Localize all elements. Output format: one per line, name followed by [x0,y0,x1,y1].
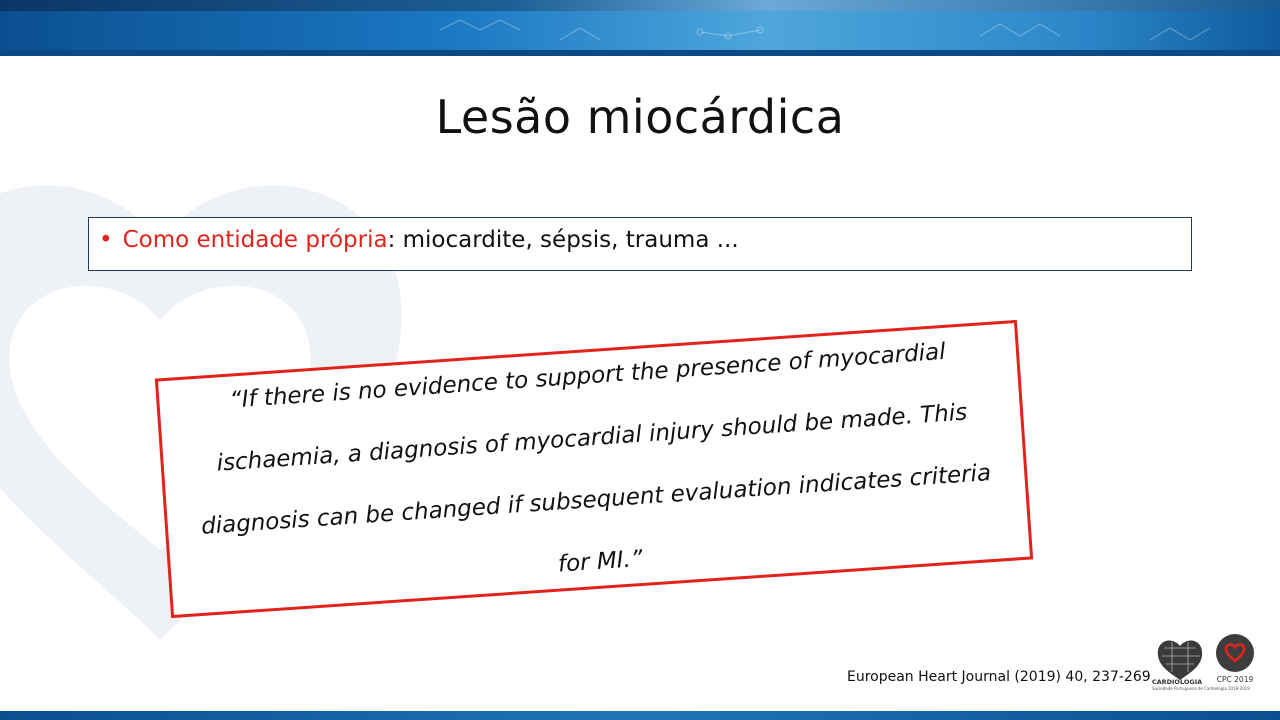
cpc-logo-label: CPC 2019 [1216,675,1254,684]
bullet-dot-icon: • [99,227,113,253]
reference-citation: European Heart Journal (2019) 40, 237-269 [847,669,1151,685]
quote-text: “If there is no evidence to support the presence of myocardial ischaemia, a diagnosis of myocardial injury should be made. This diagnosis can be changed if subsequent evaluation indicates criteria for MI.” [200,338,992,578]
slide-title: Lesão miocárdica [435,90,845,144]
bottom-bar [0,711,1280,720]
bullet-box [88,217,1192,271]
bullet-text: : miocardite, sépsis, trauma ... [387,227,739,253]
cpc-heart-logo-icon [1216,634,1254,672]
bullet-line [99,227,739,253]
bullet-highlight: Como entidade própria [122,227,388,253]
top-banner-bottom-line [0,50,1280,56]
molecule-pattern-icon [0,0,1280,56]
quote-box [155,320,1033,618]
logo-footnote: Sociedade Portuguesa de Cardiologia 2018-2019 [1152,686,1250,691]
top-banner [0,0,1280,56]
spc-logo-label: CARDIOLOGIA [1151,678,1203,686]
